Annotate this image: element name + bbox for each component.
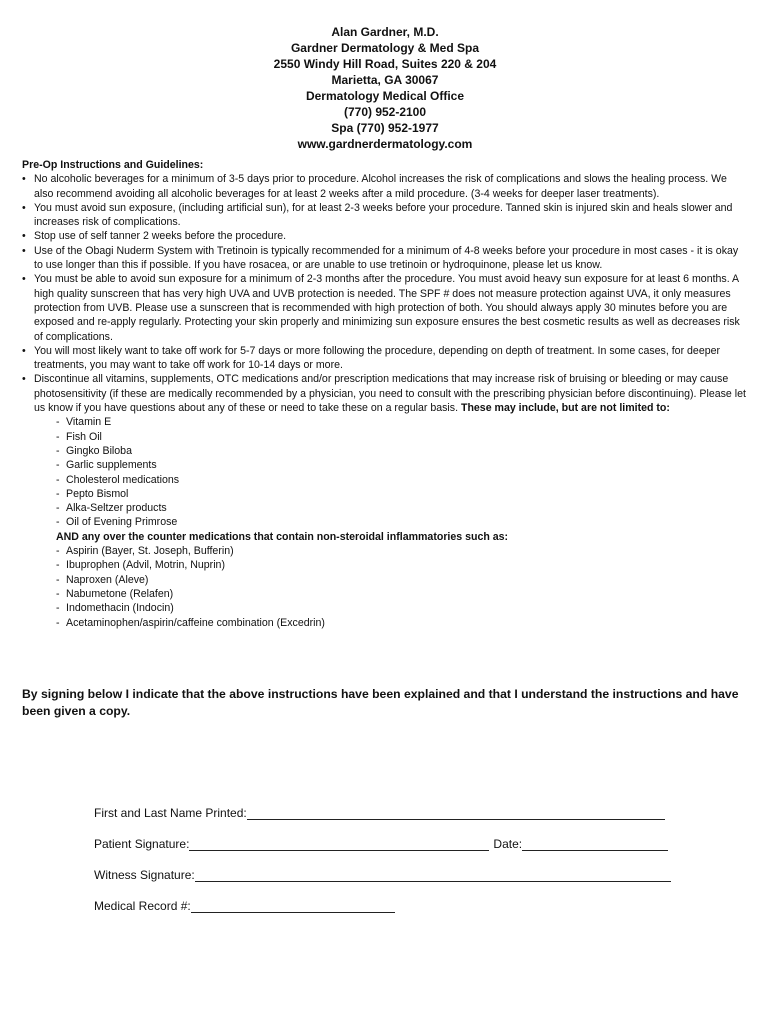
list-item-text: Indomethacin (Indocin) xyxy=(66,602,174,615)
signature-block xyxy=(94,789,671,913)
witness-signature-label: Witness Signature: xyxy=(94,868,195,882)
bullet-icon: • xyxy=(22,173,26,186)
instructions-section xyxy=(22,158,748,630)
list-item xyxy=(56,515,748,529)
list-item xyxy=(56,473,748,487)
list-item xyxy=(56,544,748,558)
guideline-item xyxy=(22,372,748,415)
list-item-text: Garlic supplements xyxy=(66,459,157,472)
office-phone: (770) 952-2100 xyxy=(343,105,427,119)
supplements-list xyxy=(22,415,748,529)
patient-signature-field[interactable] xyxy=(189,836,489,851)
list-item xyxy=(56,487,748,501)
list-item xyxy=(56,616,748,630)
list-item xyxy=(56,444,748,458)
otc-medications-list xyxy=(22,544,748,630)
dash-icon: - xyxy=(56,573,60,586)
dash-icon: - xyxy=(56,502,60,515)
list-item-text: Naproxen (Aleve) xyxy=(66,573,149,586)
city-state-zip: Marietta, GA 30067 xyxy=(331,73,439,87)
bullet-icon: • xyxy=(22,201,26,214)
list-item xyxy=(56,430,748,444)
guideline-item xyxy=(22,201,748,230)
guideline-text: You must be able to avoid sun exposure for a minimum of 2-3 months after the procedure. You must avoid heavy sun exposure for at least 6 months. A high quality sunscreen that has very high UVA and UVB protection is needed. The SPF # does not measure protection against UVA, it only measures protection from UVB. Please use a sunscreen that is recommended with high protection of both. You should always apply 30 minutes before you are exposed and re-apply regularly. Protecting your skin properly and minimizing sun exposure ensures the best cosmetic results as well as decreases risk of complications. xyxy=(34,273,740,343)
medical-record-row xyxy=(94,882,671,913)
dash-icon: - xyxy=(56,616,60,629)
list-item-text: Acetaminophen/aspirin/caffeine combination (Excedrin) xyxy=(66,616,325,629)
acknowledgement-statement: By signing below I indicate that the above instructions have been explained and that I understand the instructions and have been given a copy. xyxy=(22,687,739,718)
guideline-item xyxy=(22,172,748,201)
doctor-name: Alan Gardner, M.D. xyxy=(331,25,439,39)
patient-signature-row xyxy=(94,820,671,851)
patient-signature-label: Patient Signature: xyxy=(94,837,190,851)
bullet-icon: • xyxy=(22,230,26,243)
witness-signature-field[interactable] xyxy=(195,867,671,882)
dash-icon: - xyxy=(56,444,60,457)
guideline-text: Stop use of self tanner 2 weeks before the procedure. xyxy=(34,230,287,243)
list-item xyxy=(56,458,748,472)
name-printed-row xyxy=(94,789,671,820)
list-item xyxy=(56,573,748,587)
list-item-text: Oil of Evening Primrose xyxy=(66,516,178,529)
letterhead xyxy=(0,24,770,152)
name-printed-label: First and Last Name Printed: xyxy=(94,806,247,820)
office-name: Dermatology Medical Office xyxy=(305,89,465,103)
date-label: Date: xyxy=(493,837,523,851)
list-item xyxy=(56,601,748,615)
list-item-text: Ibuprophen (Advil, Motrin, Nuprin) xyxy=(66,559,225,572)
otc-heading: AND any over the counter medications that contain non-steroidal inflammatories such as: xyxy=(56,530,509,543)
practice-name: Gardner Dermatology & Med Spa xyxy=(290,41,480,55)
website-link[interactable]: www.gardnerdermatology.com xyxy=(297,137,473,151)
dash-icon: - xyxy=(56,559,60,572)
list-item-text: Vitamin E xyxy=(66,416,112,429)
dash-icon: - xyxy=(56,487,60,500)
dash-icon: - xyxy=(56,516,60,529)
date-field[interactable] xyxy=(522,836,668,851)
guideline-item xyxy=(22,344,748,373)
dash-icon: - xyxy=(56,430,60,443)
bullet-icon: • xyxy=(22,244,26,257)
street-address: 2550 Windy Hill Road, Suites 220 & 204 xyxy=(273,57,497,71)
guideline-text: You will most likely want to take off work for 5-7 days or more following the procedure, depending on depth of treatment. In some cases, for deeper treatments, you may want to take off work for 10-14 days or more. xyxy=(34,344,721,372)
spa-phone: Spa (770) 952-1977 xyxy=(331,121,439,135)
guideline-text: You must avoid sun exposure, (including artificial sun), for at least 2-3 weeks before your procedure. Tanned skin is injured skin and heals slower and increases risk of complications. xyxy=(34,201,733,229)
medical-record-field[interactable] xyxy=(191,898,395,913)
dash-icon: - xyxy=(56,459,60,472)
guideline-item xyxy=(22,244,748,273)
guideline-emphasis: These may include, but are not limited to: xyxy=(460,402,670,415)
bullet-icon: • xyxy=(22,273,26,286)
list-item-text: Fish Oil xyxy=(66,430,102,443)
section-title: Pre-Op Instructions and Guidelines: xyxy=(22,159,204,171)
list-item-text: Nabumetone (Relafen) xyxy=(66,587,174,600)
guideline-text: No alcoholic beverages for a minimum of 3-5 days prior to procedure. Alcohol increases the risk of complications and slows the healing process. We also recommend avoiding all alcoholic beverages for at least 2 weeks after a mild procedure. (3-4 weeks for deeper laser treatments). xyxy=(34,173,727,200)
guideline-text: Use of the Obagi Nuderm System with Tretinoin is typically recommended for a minimum of 4-8 weeks before your procedure in most cases - it is okay to use longer than this if possible. If you have rosacea, or are unable to use tretinoin or hydroquinone, please let us know. xyxy=(34,244,739,272)
bullet-icon: • xyxy=(22,373,26,386)
medical-record-label: Medical Record #: xyxy=(94,899,191,913)
dash-icon: - xyxy=(56,416,60,429)
dash-icon: - xyxy=(56,545,60,558)
list-item-text: Alka-Seltzer products xyxy=(66,502,167,515)
guideline-text: Discontinue all vitamins, supplements, OTC medications and/or prescription medications that may increase risk of bruising or bleeding or may cause photosensitivity (if these are medically recommended by a physician, you need to consult with the prescribing physician before discontinuing). Please let us know if you have questions about any of these or need to take these on a regular basis. xyxy=(34,373,746,415)
dash-icon: - xyxy=(56,473,60,486)
list-item-text: Gingko Biloba xyxy=(66,444,132,457)
list-item xyxy=(56,415,748,429)
list-item-text: Aspirin (Bayer, St. Joseph, Bufferin) xyxy=(66,545,234,558)
name-printed-field[interactable] xyxy=(247,805,665,820)
list-item-text: Cholesterol medications xyxy=(66,473,180,486)
guideline-item xyxy=(22,272,748,343)
witness-signature-row xyxy=(94,851,671,882)
list-item xyxy=(56,558,748,572)
guideline-item xyxy=(22,229,748,243)
list-item xyxy=(56,501,748,515)
list-item xyxy=(56,587,748,601)
dash-icon: - xyxy=(56,602,60,615)
bullet-icon: • xyxy=(22,344,26,357)
list-item-text: Pepto Bismol xyxy=(66,487,129,500)
dash-icon: - xyxy=(56,587,60,600)
guidelines-list xyxy=(22,172,748,415)
